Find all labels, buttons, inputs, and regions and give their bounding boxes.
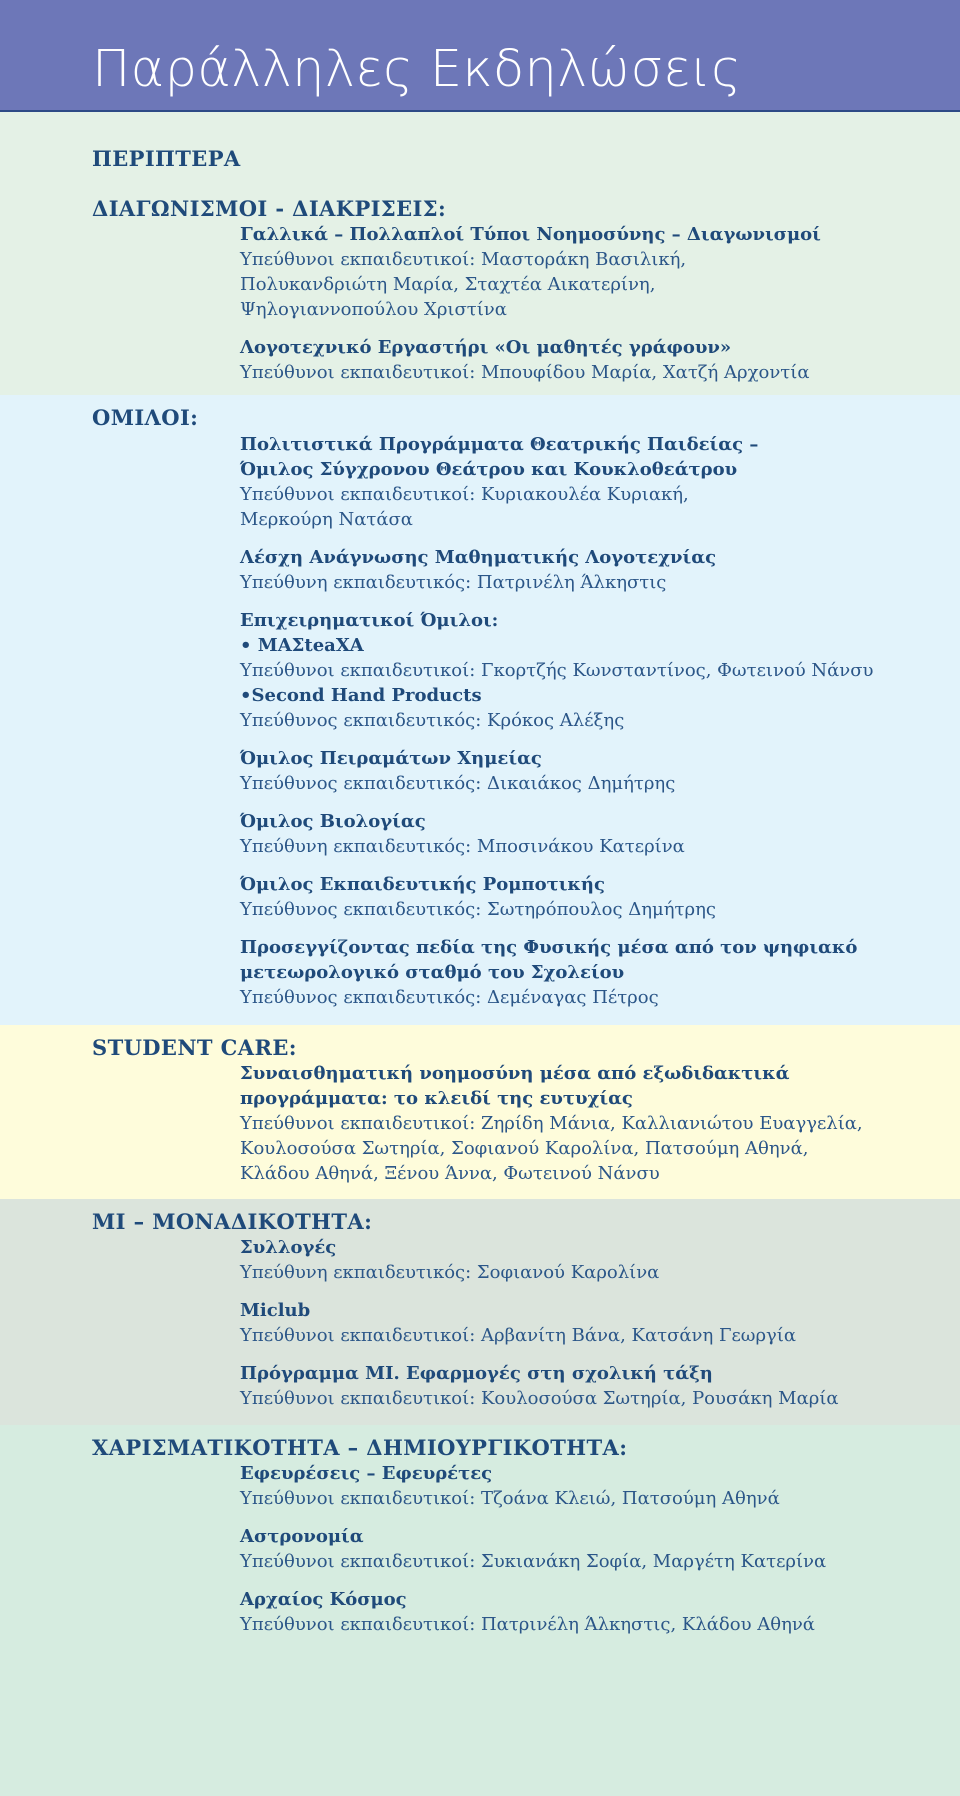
item-title: προγράμματα: το κλειδί της ευτυχίας (240, 1088, 633, 1109)
item-title: •Second Hand Products (240, 685, 482, 706)
list-item (240, 432, 920, 532)
item-teachers: Υπεύθυνοι εκπαιδευτικοί: Συκιανάκη Σοφία, Μαργέτη Κατερίνα (240, 1551, 827, 1572)
item-title: Αρχαίος Κόσμος (240, 1589, 407, 1610)
item-title: Επιχειρηματικοί Όμιλοι: (240, 610, 499, 631)
item-title: Εφευρέσεις – Εφευρέτες (240, 1463, 493, 1484)
list-item (240, 809, 920, 859)
item-teachers: Κουλοσούσα Σωτηρία, Σοφιανού Καρολίνα, Πατσούμη Αθηνά, (240, 1138, 809, 1159)
item-teachers: Υπεύθυνοι εκπαιδευτικοί: Αρβανίτη Βάνα, Κατσάνη Γεωργία (240, 1325, 797, 1346)
section-giftedness (0, 1425, 960, 1796)
clubs-list (240, 432, 920, 1023)
section-heading-clubs: ΟΜΙΛΟΙ: (92, 405, 199, 430)
item-title: Γαλλικά – Πολλαπλοί Τύποι Νοημοσύνης – Διαγωνισμοί (240, 224, 821, 245)
item-title: Πολιτιστικά Προγράμματα Θεατρικής Παιδείας – (240, 434, 759, 455)
list-item (240, 935, 920, 1010)
item-teachers: Υπεύθυνη εκπαιδευτικός: Σοφιανού Καρολίνα (240, 1262, 660, 1283)
list-item (240, 335, 920, 385)
item-title: Συναισθηματική νοημοσύνη μέσα από εξωδιδακτικά (240, 1063, 790, 1084)
list-item (240, 1461, 920, 1511)
item-title: Λογοτεχνικό Εργαστήρι «Οι μαθητές γράφουν» (240, 337, 732, 358)
item-teachers: Υπεύθυνοι εκπαιδευτικοί: Μαστοράκη Βασιλική, (240, 249, 687, 270)
item-teachers: Υπεύθυνοι εκπαιδευτικοί: Πατρινέλη Άλκηστις, Κλάδου Αθηνά (240, 1614, 815, 1635)
item-teachers: Υπεύθυνοι εκπαιδευτικοί: Μπουφίδου Μαρία, Χατζή Αρχοντία (240, 362, 810, 383)
list-item (240, 545, 920, 595)
list-item (240, 608, 920, 733)
item-title: Συλλογές (240, 1237, 337, 1258)
student-care-list (240, 1061, 920, 1199)
item-teachers: Υπεύθυνη εκπαιδευτικός: Μποσινάκου Κατερίνα (240, 836, 685, 857)
list-item (240, 1235, 920, 1285)
list-item (240, 1524, 920, 1574)
list-item (240, 1361, 920, 1411)
item-teachers: Υπεύθυνη εκπαιδευτικός: Πατρινέλη Άλκηστις (240, 572, 667, 593)
section-uniqueness (0, 1199, 960, 1425)
item-title: Πρόγραμμα ΜΙ. Εφαρμογές στη σχολική τάξη (240, 1363, 713, 1384)
section-competitions (0, 112, 960, 395)
item-title: Όμιλος Σύγχρονου Θεάτρου και Κουκλοθεάτρου (240, 459, 738, 480)
item-teachers: Υπεύθυνος εκπαιδευτικός: Σωτηρόπουλος Δημήτρης (240, 899, 716, 920)
item-teachers: Υπεύθυνος εκπαιδευτικός: Κρόκος Αλέξης (240, 710, 625, 731)
item-teachers: Υπεύθυνοι εκπαιδευτικοί: Γκορτζής Κωνσταντίνος, Φωτεινού Νάνσυ (240, 660, 874, 681)
item-title: Λέσχη Ανάγνωσης Μαθηματικής Λογοτεχνίας (240, 547, 717, 568)
item-teachers: Μερκούρη Νατάσα (240, 509, 413, 530)
list-item (240, 746, 920, 796)
uniqueness-list (240, 1235, 920, 1424)
item-teachers: Ψηλογιαννοπούλου Χριστίνα (240, 299, 507, 320)
list-item (240, 1061, 920, 1186)
item-title: Όμιλος Εκπαιδευτικής Ρομποτικής (240, 874, 605, 895)
item-teachers: Υπεύθυνοι εκπαιδευτικοί: Κουλοσούσα Σωτηρία, Ρουσάκη Μαρία (240, 1388, 839, 1409)
giftedness-list (240, 1461, 920, 1650)
item-title: • ΜΑΣteaΧΑ (240, 635, 364, 656)
list-item (240, 1298, 920, 1348)
section-student-care (0, 1025, 960, 1199)
item-title: Όμιλος Βιολογίας (240, 811, 426, 832)
item-title: Miclub (240, 1300, 311, 1321)
section-heading-kiosks: ΠΕΡΙΠΤΕΡΑ (92, 146, 241, 171)
item-teachers: Υπεύθυνοι εκπαιδευτικοί: Ζηρίδη Μάνια, Καλλιανιώτου Ευαγγελία, (240, 1113, 863, 1134)
item-teachers: Υπεύθυνος εκπαιδευτικός: Δεμέναγας Πέτρος (240, 987, 659, 1008)
item-teachers: Υπεύθυνοι εκπαιδευτικοί: Κυριακουλέα Κυριακή, (240, 484, 689, 505)
item-title: μετεωρολογικό σταθμό του Σχολείου (240, 962, 625, 983)
item-teachers: Υπεύθυνοι εκπαιδευτικοί: Τζοάνα Κλειώ, Πατσούμη Αθηνά (240, 1488, 780, 1509)
competitions-list (240, 222, 920, 398)
page-header (0, 0, 960, 112)
section-heading-giftedness: ΧΑΡΙΣΜΑΤΙΚΟΤΗΤΑ – ΔΗΜΙΟΥΡΓΙΚΟΤΗΤΑ: (92, 1435, 628, 1460)
item-title: Αστρονομία (240, 1526, 364, 1547)
list-item (240, 1587, 920, 1637)
item-teachers: Υπεύθυνος εκπαιδευτικός: Δικαιάκος Δημήτρης (240, 773, 676, 794)
section-heading-student-care: STUDENT CARE: (92, 1035, 297, 1060)
section-clubs (0, 395, 960, 1025)
item-title: Όμιλος Πειραμάτων Χημείας (240, 748, 542, 769)
section-heading-uniqueness: ΜΙ – ΜΟΝΑΔΙΚΟΤΗΤΑ: (92, 1209, 373, 1234)
item-teachers: Πολυκανδριώτη Μαρία, Σταχτέα Αικατερίνη, (240, 274, 656, 295)
section-heading-competitions: ΔΙΑΓΩΝΙΣΜΟΙ - ΔΙΑΚΡΙΣΕΙΣ: (92, 196, 447, 221)
list-item (240, 222, 920, 322)
list-item (240, 872, 920, 922)
page-title: Παράλληλες Εκδηλώσεις (92, 40, 742, 99)
item-title: Προσεγγίζοντας πεδία της Φυσικής μέσα από τον ψηφιακό (240, 937, 858, 958)
item-teachers: Κλάδου Αθηνά, Ξένου Άννα, Φωτεινού Νάνσυ (240, 1163, 660, 1184)
